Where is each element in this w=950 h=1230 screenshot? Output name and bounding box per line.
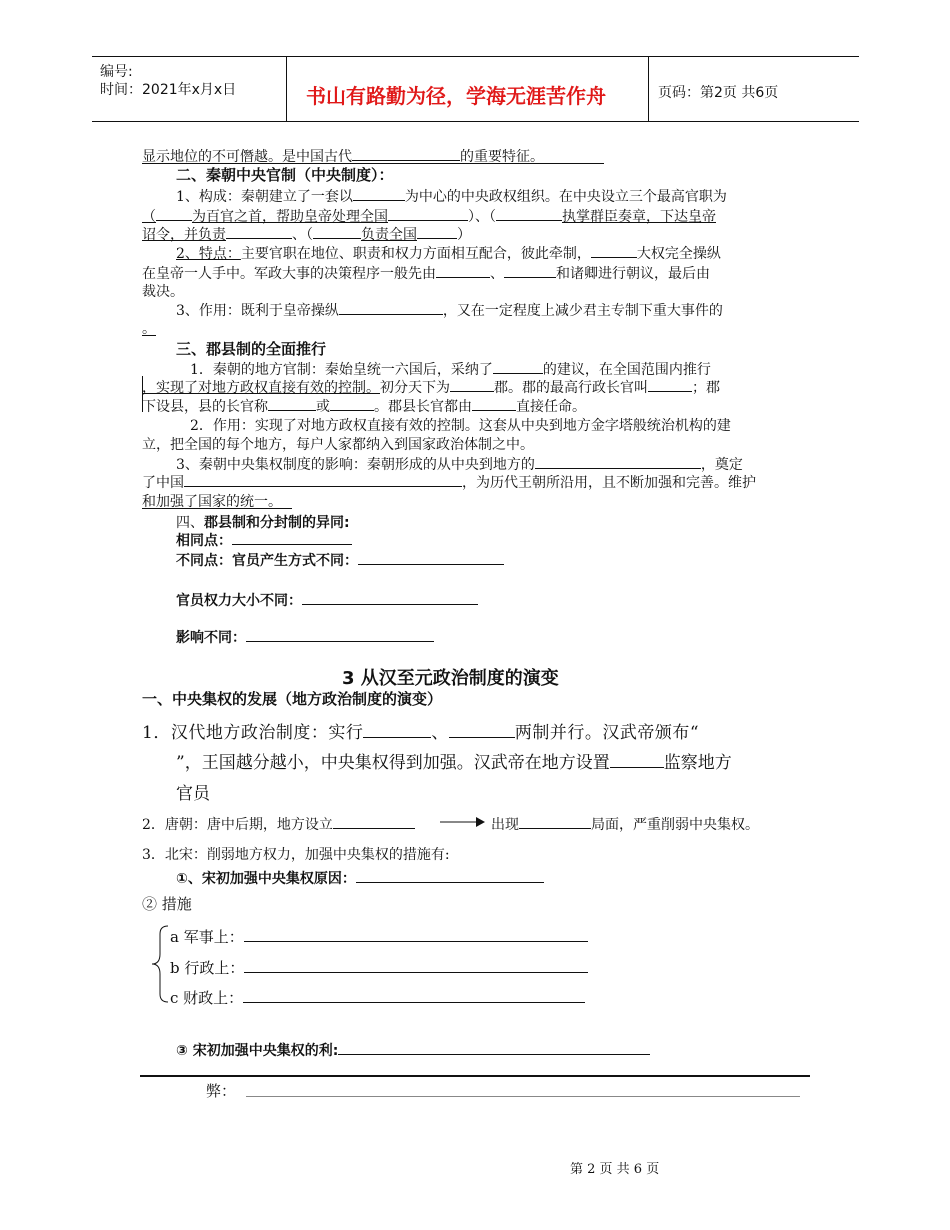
fill-blank[interactable] xyxy=(496,206,562,221)
text-segment: 为中心的中央政权组织。在中央设立三个最高官职为 xyxy=(404,189,727,205)
text-segment: ，奠定 xyxy=(700,457,743,473)
fill-blank[interactable] xyxy=(226,224,292,239)
text-line xyxy=(190,359,711,379)
arrow-right-icon xyxy=(440,815,486,829)
text-segment: 负责全国 xyxy=(361,227,417,243)
text-line: ② 措施 xyxy=(142,895,192,913)
text-segment: 大权完全操纵 xyxy=(636,246,721,262)
text-segment: 诏令，并负责 xyxy=(142,227,226,243)
text-line xyxy=(176,243,721,263)
text-segment: 四、 xyxy=(176,515,204,531)
text-segment: ，又在一定程度上减少君主专制下重大事件的 xyxy=(442,303,723,319)
text-line: 3．北宋：削弱地方权力，加强中央集权的措施有: xyxy=(142,847,450,863)
text-segment: 、 xyxy=(431,723,449,743)
text-segment: 了中国 xyxy=(142,475,184,491)
text-segment: 3、作用：既利于皇帝操纵 xyxy=(176,303,339,319)
fill-blank[interactable] xyxy=(449,721,515,738)
fill-blank[interactable] xyxy=(356,868,544,883)
text-segment: ）、（ xyxy=(468,209,496,225)
text-segment: （ xyxy=(142,209,156,225)
fill-blank[interactable] xyxy=(472,396,516,411)
text-line xyxy=(142,396,586,416)
text-line xyxy=(170,987,585,1008)
text-segment: 1．汉代地方政治制度：实行 xyxy=(142,723,364,743)
text-segment: 两制并行。汉武帝颁布“ xyxy=(514,723,700,743)
text-segment: 相同点： xyxy=(176,533,232,549)
fill-blank[interactable] xyxy=(244,927,588,942)
text-segment: 不同点：官员产生方式不同： xyxy=(176,553,358,569)
fill-blank[interactable] xyxy=(302,590,478,605)
text-line xyxy=(176,454,743,474)
text-segment: ，为历代王朝所沿用，且不断加强和完善。维护 xyxy=(462,475,756,491)
text-segment: 监察地方 xyxy=(663,753,732,773)
fill-blank[interactable] xyxy=(156,206,192,221)
fill-blank[interactable] xyxy=(246,627,434,642)
fill-blank[interactable] xyxy=(358,550,504,565)
fill-blank[interactable] xyxy=(591,243,637,258)
text-segment: 、（ xyxy=(292,227,313,243)
text-line: 2．作用：实现了对地方政权直接有效的控制。这套从中央到地方金字塔般统治机构的建 xyxy=(190,418,731,434)
text-segment: ③ 宋初加强中央集权的利: xyxy=(176,1043,339,1059)
text-segment: ①、宋初加强中央集权原因： xyxy=(176,871,356,887)
header-divider-left xyxy=(286,56,287,121)
text-segment: a 军事上： xyxy=(170,928,244,946)
text-line xyxy=(142,718,699,743)
text-segment: 。郡县长官都由 xyxy=(374,399,472,415)
fill-blank[interactable] xyxy=(244,958,588,973)
serial-number-label: 编号: xyxy=(100,64,133,80)
text-segment: 为百官之首，帮助皇帝处理全国 xyxy=(192,209,388,225)
text-line xyxy=(176,748,732,773)
section-rule xyxy=(140,1075,810,1077)
fill-blank[interactable] xyxy=(232,530,352,545)
fill-blank[interactable] xyxy=(313,224,361,239)
fill-blank[interactable] xyxy=(352,146,460,161)
text-segment: 初分天下为 xyxy=(380,380,450,396)
text-segment: 郡县制和分封制的异同: xyxy=(204,515,350,531)
section-title xyxy=(176,512,350,532)
fill-blank[interactable] xyxy=(363,721,431,738)
text-line xyxy=(176,590,478,610)
text-segment: 1．秦朝的地方官制：秦始皇统一六国后，采纳了 xyxy=(190,362,493,378)
fill-blank[interactable] xyxy=(338,1040,650,1055)
fill-blank[interactable] xyxy=(535,454,701,469)
text-line xyxy=(170,926,588,947)
text-segment: 、 xyxy=(490,266,504,282)
text-segment: 官员权力大小不同： xyxy=(176,593,302,609)
text-line: 弊： xyxy=(206,1082,237,1100)
text-segment: 1、构成：秦朝建立了一套以 xyxy=(176,189,353,205)
fill-blank[interactable] xyxy=(450,377,494,392)
text-segment: 3、秦朝中央集权制度的影响：秦朝形成的从中央到地方的 xyxy=(176,457,535,473)
text-segment: ；郡 xyxy=(692,380,720,396)
underline-rule xyxy=(142,508,292,509)
margin-mark xyxy=(142,376,143,412)
text-segment: 影响不同： xyxy=(176,630,246,646)
text-line xyxy=(176,868,544,888)
fill-blank[interactable] xyxy=(333,814,415,829)
fill-blank[interactable] xyxy=(436,263,490,278)
brace-icon xyxy=(150,924,172,1004)
fill-blank[interactable] xyxy=(519,814,591,829)
text-line xyxy=(176,627,434,647)
text-line xyxy=(142,814,415,834)
text-segment: 和诸卿进行朝议，最后由 xyxy=(556,266,710,282)
underline-rule xyxy=(142,335,156,336)
fill-blank[interactable] xyxy=(388,206,468,221)
text-segment: ”，王国越分越小，中央集权得到加强。汉武帝在地方设置 xyxy=(176,753,610,773)
text-segment: 的重要特征。 xyxy=(460,149,544,165)
text-line: 官员 xyxy=(176,784,210,804)
fill-blank[interactable] xyxy=(353,186,405,201)
text-segment: 郡。郡的最高行政长官叫 xyxy=(494,380,648,396)
text-line xyxy=(142,472,756,492)
text-line xyxy=(170,957,588,978)
text-segment: 执掌群臣奏章，下达皇帝 xyxy=(562,209,716,225)
section-title: 三、郡县制的全面推行 xyxy=(176,340,327,358)
fill-blank[interactable] xyxy=(330,396,374,411)
text-segment: 或 xyxy=(316,399,330,415)
fill-blank[interactable] xyxy=(610,751,664,768)
text-segment: 在皇帝一人手中。军政大事的决策程序一般先由 xyxy=(142,266,436,282)
header-top-rule xyxy=(92,56,859,57)
text-segment: ） xyxy=(457,227,471,243)
text-segment: ，实现了对地方政权直接有效的控制。 xyxy=(142,380,380,396)
page-number-info: 页码：第2页 共6页 xyxy=(658,85,779,101)
fill-blank[interactable] xyxy=(268,396,316,411)
text-line: 裁决。 xyxy=(142,284,184,300)
text-line xyxy=(176,300,723,320)
text-line: 立，把全国的每个地方，每户人家都纳入到国家政治体制之中。 xyxy=(142,437,534,453)
text-segment: 局面，严重削弱中央集权。 xyxy=(591,817,759,833)
text-line: 和加强了国家的统一。 xyxy=(142,494,282,510)
header-bottom-rule xyxy=(92,121,859,122)
fill-blank[interactable] xyxy=(504,263,556,278)
header-divider-right xyxy=(648,56,649,121)
text-segment: c 财政上： xyxy=(170,989,244,1007)
fill-blank[interactable] xyxy=(246,1096,800,1097)
fill-blank[interactable] xyxy=(648,377,692,392)
text-line xyxy=(142,206,716,226)
text-line xyxy=(142,377,720,397)
text-line xyxy=(176,186,727,206)
text-line xyxy=(176,1040,650,1060)
text-line xyxy=(142,263,710,283)
fill-blank[interactable] xyxy=(493,359,543,374)
fill-blank[interactable] xyxy=(417,224,457,239)
text-segment: 出现 xyxy=(491,817,519,833)
text-segment: 2、特点： xyxy=(176,246,241,262)
fill-blank[interactable] xyxy=(184,472,462,487)
text-segment: 显示地位的不可僭越。是中国古代 xyxy=(142,149,352,165)
page-footer: 第 2 页 共 6 页 xyxy=(570,1162,660,1177)
text-segment: 主要官职在地位、职责和权力方面相互配合，彼此牵制， xyxy=(240,246,591,262)
motto: 书山有路勤为径，学海无涯苦作舟 xyxy=(306,84,606,108)
text-line: 。 xyxy=(142,321,156,337)
text-line xyxy=(491,814,759,834)
text-segment: 直接任命。 xyxy=(516,399,586,415)
chapter-subtitle: 一、中央集权的发展（地方政治制度的演变） xyxy=(142,690,443,708)
section-title: 二、秦朝中央官制（中央制度）： xyxy=(176,166,394,184)
text-line xyxy=(176,530,352,550)
fill-blank[interactable] xyxy=(243,988,585,1003)
text-line xyxy=(142,224,471,244)
date-label: 时间：2021年x月x日 xyxy=(100,82,237,98)
text-segment: b 行政上： xyxy=(170,959,245,977)
text-line xyxy=(176,550,504,570)
chapter-title: 3 从汉至元政治制度的演变 xyxy=(342,668,559,689)
text-segment: 下设县，县的长官称 xyxy=(142,399,268,415)
text-segment: 的建议，在全国范围内推行 xyxy=(542,362,711,378)
fill-blank[interactable] xyxy=(339,300,443,315)
text-segment: 2．唐朝：唐中后期，地方设立 xyxy=(142,817,333,833)
